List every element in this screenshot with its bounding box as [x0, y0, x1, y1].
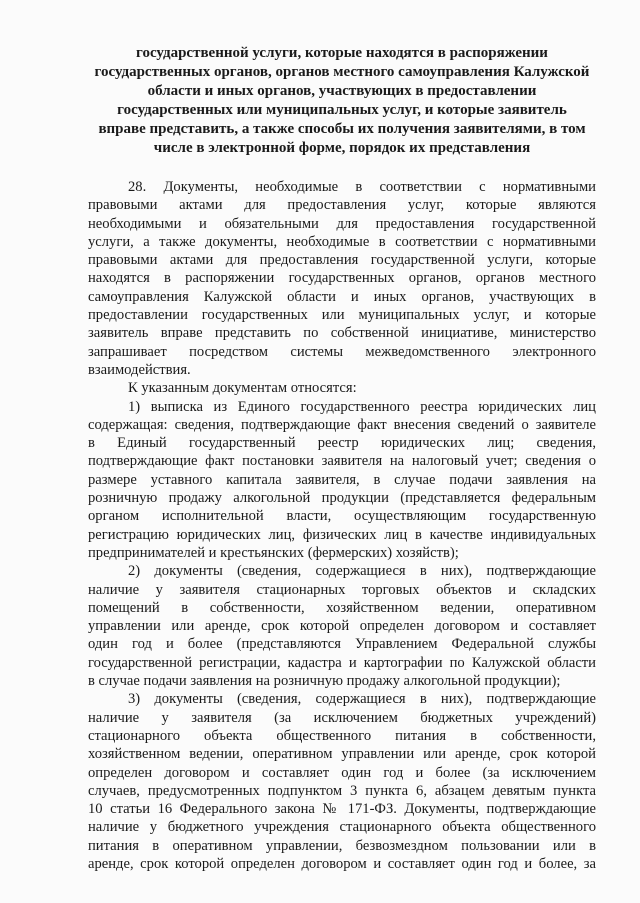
list-item-3 [88, 690, 596, 873]
heading-line: государственных или муниципальных услуг, и которые заявитель [117, 102, 567, 118]
text-line: в случае подачи заявления на розничную продажу алкогольной продукции); [88, 673, 561, 690]
text-line: предпринимателей и крестьянских (фермерских) хозяйств); [88, 544, 459, 561]
heading-line: числе в электронной форме, порядок их представления [153, 140, 531, 156]
list-item-2 [88, 562, 596, 690]
text-line: взаимодействия. [88, 361, 191, 378]
text-line: в Единый государственный реестр юридических лиц; сведения, [88, 435, 596, 452]
text-line: стационарного объекта общественного питания в собственности, [88, 727, 596, 744]
text-line: наличие у заявителя стационарных торговых объектов и складских [88, 581, 596, 598]
text-line: 10 статьи 16 Федерального закона № 171-ФЗ. Документы, подтверждающие [88, 801, 596, 818]
text-line: питания в оперативном управлении, безвозмездном пользовании или в [88, 837, 596, 854]
text-line: заявитель вправе представить по собственной инициативе, министерство [88, 325, 596, 342]
list-item-1 [88, 398, 596, 563]
text-line: услуги, а также документы, необходимые в соответствии с нормативными [88, 233, 596, 250]
section-heading [88, 44, 596, 158]
text-line: запрашивает посредством системы межведомственного электронного [88, 343, 596, 360]
text-line: государственной регистрации, кадастра и картографии по Калужской области [88, 654, 596, 671]
heading-line: государственной услуги, которые находятся в распоряжении [136, 45, 548, 61]
text-line: органом исполнительной власти, осуществляющим государственную [88, 508, 596, 525]
text-line: правовыми актами для предоставления государственной услуги, которые [88, 252, 596, 269]
text-line: 2) документы (сведения, содержащиеся в них), подтверждающие [128, 563, 596, 580]
text-line: К указанным документам относятся: [128, 380, 357, 397]
text-line: предоставлении государственных или муниципальных услуг, и которые [88, 307, 596, 324]
text-line: подтверждающие факт постановки заявителя на налоговый учет; сведения о [88, 453, 596, 470]
text-line: случаев, предусмотренных подпунктом 3 пункта 6, абзацем девятым пункта [88, 782, 596, 799]
text-line: аренде, срок которой определен договором и составляет один год и более, за [88, 855, 596, 872]
text-line: определен договором и составляет один год и более (за исключением [88, 764, 596, 781]
text-line: 3) документы (сведения, содержащиеся в них), подтверждающие [128, 691, 596, 708]
text-line: самоуправления Калужской области и иных органов, участвующих в [88, 288, 596, 305]
heading-line: вправе представить, а также способы их получения заявителями, в том [98, 121, 586, 137]
document-body [88, 178, 596, 873]
text-line: помещений в собственности, хозяйственном ведении, оперативном [88, 599, 596, 616]
text-line: размере уставного капитала заявителя, в случае подачи заявления на [88, 471, 596, 488]
heading-line: государственных органов, органов местного самоуправления Калужской [94, 64, 590, 80]
text-line: хозяйственном ведении, оперативном управлении или аренде, срок которой [88, 746, 596, 763]
text-line: 1) выписка из Единого государственного реестра юридических лиц [128, 398, 596, 415]
text-line: регистрацию юридических лиц, физических лиц в качестве индивидуальных [88, 526, 596, 543]
text-line: наличие у бюджетного учреждения стационарного объекта общественного [88, 819, 596, 836]
text-line: розничную продажу алкогольной продукции (представляется федеральным [88, 490, 596, 507]
text-line: 28. Документы, необходимые в соответствии с нормативными [128, 179, 596, 195]
paragraph-28 [88, 178, 596, 379]
text-line: находятся в распоряжении государственных органов, органов местного [88, 270, 596, 287]
list-intro [88, 379, 596, 397]
text-line: наличие у заявителя (за исключением бюджетных учреждений) [88, 709, 596, 726]
heading-line: области и иных органов, участвующих в предоставлении [147, 83, 537, 99]
text-line: необходимыми и обязательными для предоставления государственной [88, 215, 596, 232]
text-line: правовыми актами для предоставления услуг, которые являются [88, 197, 596, 214]
text-line: содержащая: сведения, подтверждающие факт внесения сведений о заявителе [88, 416, 596, 433]
text-line: управлении или аренде, срок которой определен договором и составляет [88, 618, 596, 635]
text-line: один год и более (представляются Управлением Федеральной службы [88, 636, 596, 653]
